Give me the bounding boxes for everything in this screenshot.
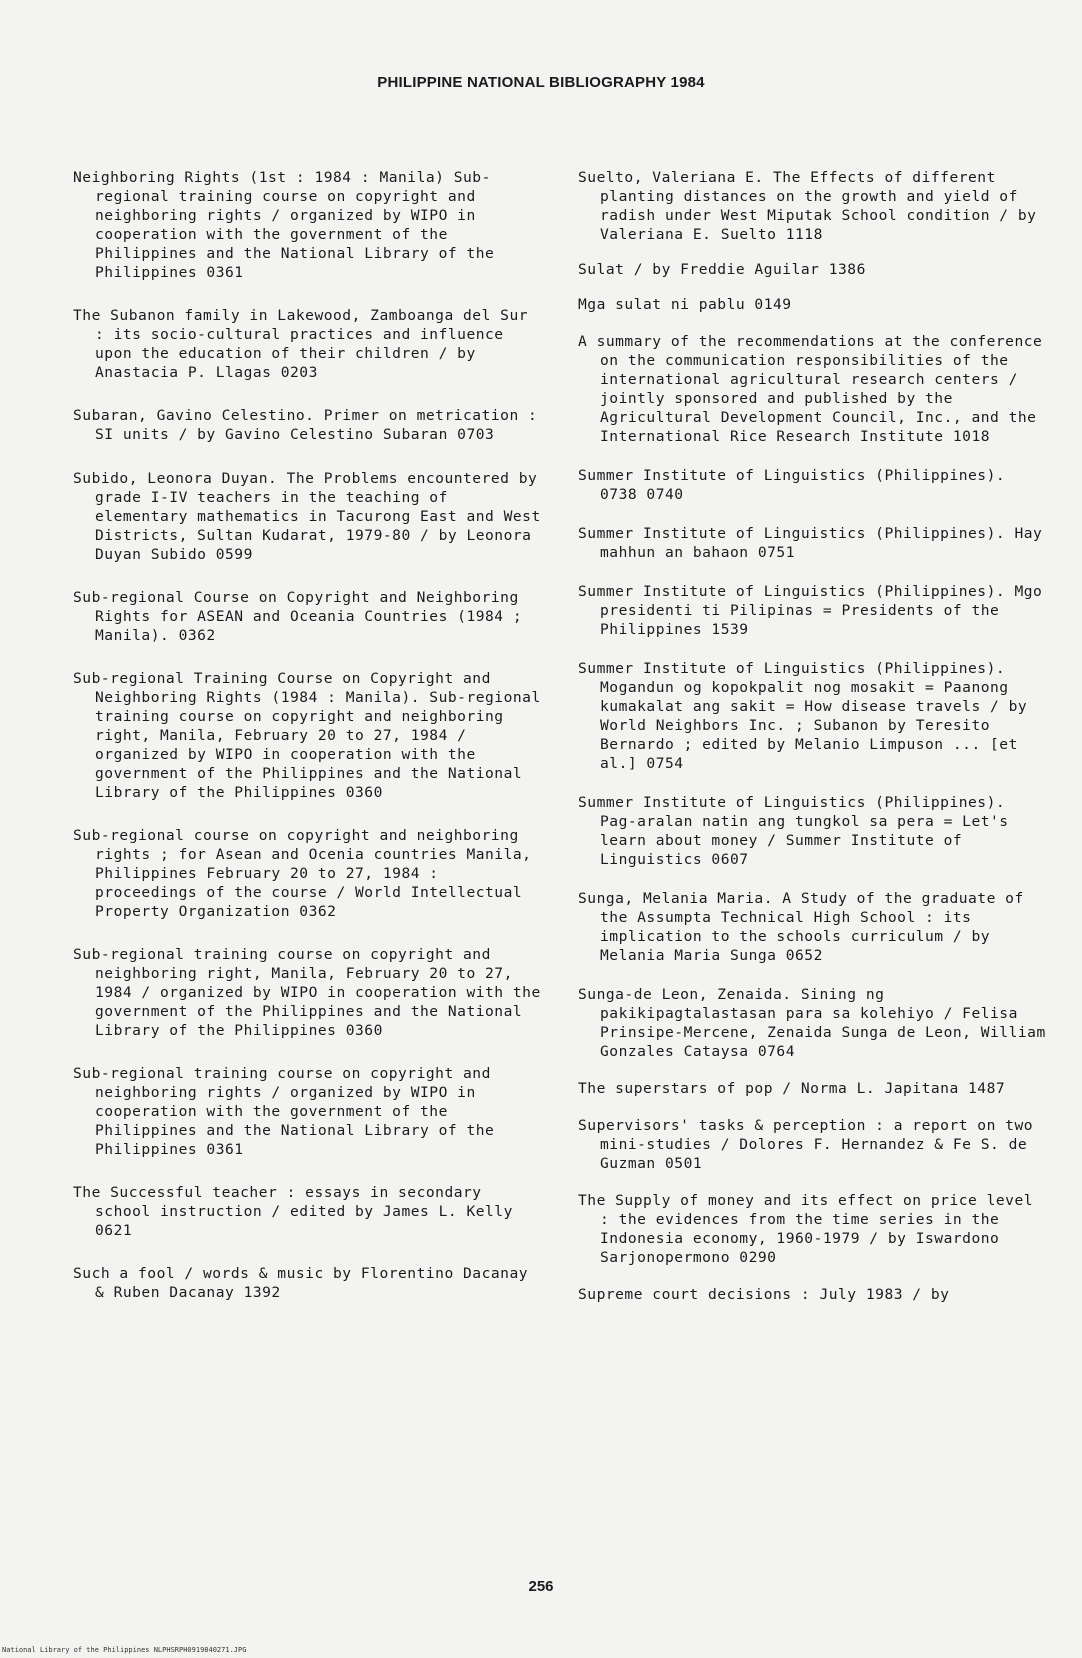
right-column [578, 168, 1048, 1304]
bibliography-entry: Sub-regional Course on Copyright and Neighboring Rights for ASEAN and Oceania Countries (1984 ; Manila). 0362 [73, 589, 523, 644]
page-number: 256 [528, 1578, 554, 1595]
bibliography-entry: Sub-regional training course on copyright and neighboring right, Manila, February 20 to 27, 1984 / organized by WIPO in cooperation with the government of the Philippines and the National Library of the Philippines 0360 [73, 946, 541, 1039]
bibliography-entry: Such a fool / words & music by Florentino Dacanay & Ruben Dacanay 1392 [73, 1265, 529, 1301]
bibliography-entry: Summer Institute of Linguistics (Philippines). Hay mahhun an bahaon 0751 [578, 525, 1043, 561]
bibliography-entry: Sunga, Melania Maria. A Study of the graduate of the Assumpta Technical High School : its implication to the schools curriculum / by Melania Maria Sunga 0652 [578, 890, 1024, 964]
bibliography-entry: The Subanon family in Lakewood, Zamboanga del Sur : its socio-cultural practices and influence upon the education of their children / by Anastacia P. Llagas 0203 [73, 307, 529, 381]
bibliography-entry: Summer Institute of Linguistics (Philippines). Mogandun og kopokpalit nog mosakit = Paanong kumakalat ang sakit = How disease travels / by World Neighbors Inc. ; Subanon by Teresito Bernardo ; edited by Melanio Limpuson ... [et al.] 0754 [578, 660, 1028, 772]
bibliography-entry: The superstars of pop / Norma L. Japitana 1487 [578, 1080, 1006, 1097]
bibliography-entry: Subido, Leonora Duyan. The Problems encountered by grade I-IV teachers in the teaching of elementary mathematics in Tacurong East and West Districts, Sultan Kudarat, 1979-80 / by Leonora Duyan Subido 0599 [73, 470, 541, 563]
bibliography-entry: Sub-regional Training Course on Copyright and Neighboring Rights (1984 : Manila). Sub-regional training course on copyright and neighboring right, Manila, February 20 to 27, 1984 / organized by WIPO in cooperation with the government of the Philippines and the National Library of the Philippines 0360 [73, 670, 541, 801]
bibliography-entry: The Successful teacher : essays in secondary school instruction / edited by James L. Kelly 0621 [73, 1184, 513, 1239]
bibliography-entry: Sulat / by Freddie Aguilar 1386 [578, 261, 866, 278]
scan-footer: National Library of the Philippines NLPHSRPH0919840271.JPG [2, 1646, 247, 1654]
bibliography-entry: Sub-regional training course on copyright and neighboring rights / organized by WIPO in cooperation with the government of the Philippines and the National Library of the Philippines 0361 [73, 1065, 495, 1158]
bibliography-entry: Subaran, Gavino Celestino. Primer on metrication : SI units / by Gavino Celestino Subaran 0703 [73, 407, 538, 443]
bibliography-entry: Neighboring Rights (1st : 1984 : Manila) Sub-regional training course on copyright and neighboring rights / organized by WIPO in cooperation with the government of the Philippines and the National Library of the Philippines 0361 [73, 169, 495, 281]
bibliography-entry: Mga sulat ni pablu 0149 [578, 296, 792, 313]
bibliography-entry: Supreme court decisions : July 1983 / by [578, 1286, 950, 1303]
bibliography-entry: Suelto, Valeriana E. The Effects of different planting distances on the growth and yield of radish under West Miputak School condition / by Valeriana E. Suelto 1118 [578, 169, 1037, 243]
bibliography-entry: Summer Institute of Linguistics (Philippines). Mgo presidenti ti Pilipinas = Presidents of the Philippines 1539 [578, 583, 1043, 638]
bibliography-entry: Sub-regional course on copyright and neighboring rights ; for Asean and Ocenia countries Manila, Philippines February 20 to 27, 1984 : proceedings of the course / World Intellectual Property Organization 0362 [73, 827, 532, 920]
bibliography-entry: A summary of the recommendations at the conference on the communication responsibilities of the international agricultural research centers / jointly sponsored and published by the Agricultural Development Council, Inc., and the International Rice Research Institute 1018 [578, 333, 1043, 445]
bibliography-entry: Sunga-de Leon, Zenaida. Sining ng pakikipagtalastasan para sa kolehiyo / Felisa Prinsipe-Mercene, Zenaida Sunga de Leon, William Gonzales Cataysa 0764 [578, 986, 1046, 1060]
page-header: PHILIPPINE NATIONAL BIBLIOGRAPHY 1984 [377, 74, 705, 91]
bibliography-entry: Summer Institute of Linguistics (Philippines). Pag-aralan natin ang tungkol sa pera = Let's learn about money / Summer Institute of Linguistics 0607 [578, 794, 1009, 868]
bibliography-entry: Supervisors' tasks & perception : a report on two mini-studies / Dolores F. Hernandez & Fe S. de Guzman 0501 [578, 1117, 1034, 1172]
bibliography-entry: Summer Institute of Linguistics (Philippines). 0738 0740 [578, 467, 1006, 503]
left-column [73, 168, 543, 1302]
bibliography-entry: The Supply of money and its effect on price level : the evidences from the time series in the Indonesia economy, 1960-1979 / by Iswardono Sarjonopermono 0290 [578, 1192, 1034, 1266]
